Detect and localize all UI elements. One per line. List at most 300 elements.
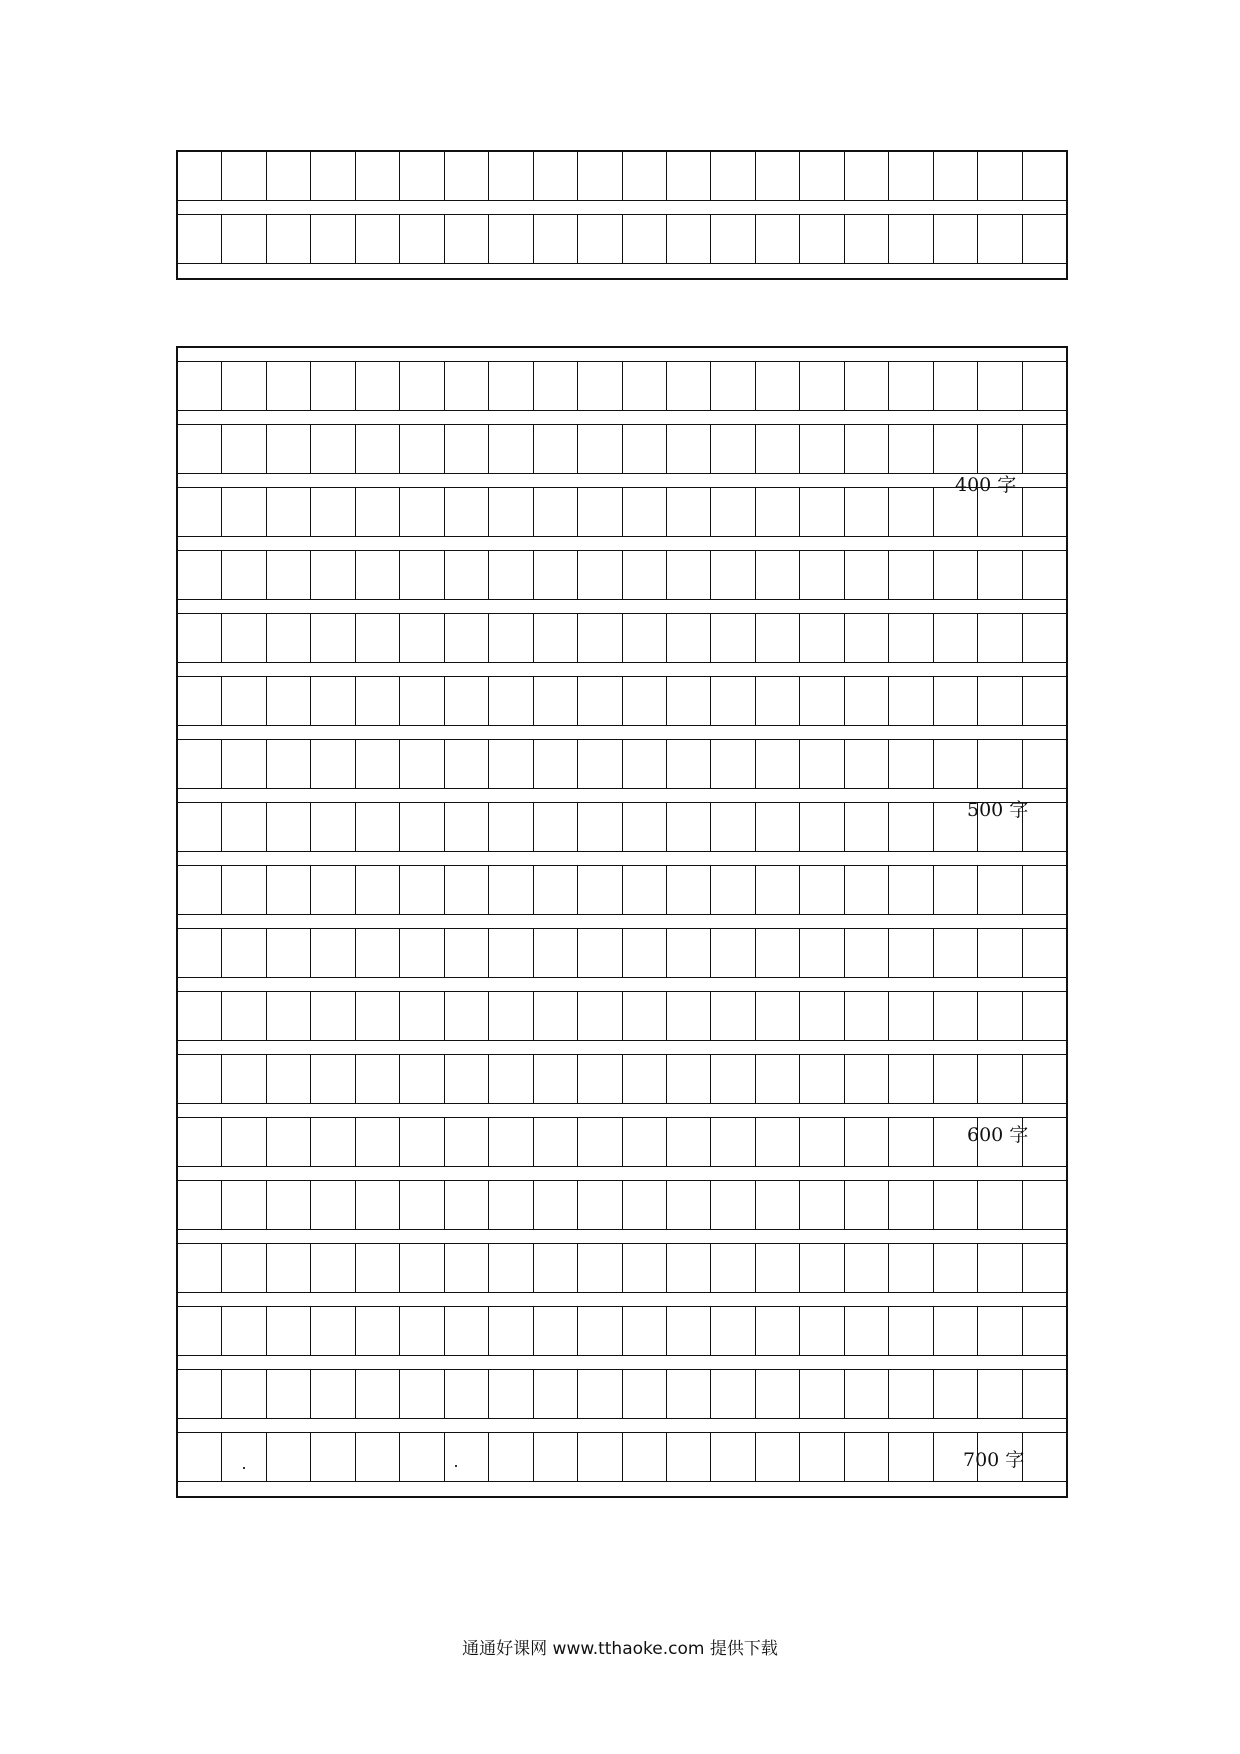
grid-cell[interactable] [934, 1244, 978, 1292]
grid-cell[interactable] [1023, 929, 1066, 977]
grid-cell[interactable] [489, 1370, 533, 1418]
grid-cell[interactable] [400, 803, 444, 851]
grid-cell[interactable] [978, 929, 1022, 977]
grid-cell[interactable] [489, 425, 533, 473]
grid-cell[interactable] [711, 1244, 755, 1292]
grid-cell[interactable] [711, 551, 755, 599]
grid-cell[interactable] [534, 362, 578, 410]
grid-cell[interactable] [711, 215, 755, 263]
grid-cell[interactable] [978, 425, 1022, 473]
grid-cell[interactable] [623, 1055, 667, 1103]
grid-cell[interactable] [222, 1370, 266, 1418]
grid-cell[interactable] [489, 1433, 533, 1481]
grid-cell[interactable] [534, 992, 578, 1040]
grid-cell[interactable] [800, 677, 844, 725]
grid-cell[interactable] [889, 929, 933, 977]
grid-cell[interactable] [889, 992, 933, 1040]
grid-cell[interactable] [445, 488, 489, 536]
grid-cell[interactable] [623, 929, 667, 977]
grid-cell[interactable] [445, 1055, 489, 1103]
grid-cell[interactable] [267, 803, 311, 851]
grid-cell[interactable] [1023, 362, 1066, 410]
grid-cell[interactable] [534, 1181, 578, 1229]
grid-cell[interactable] [1023, 215, 1066, 263]
grid-cell[interactable] [667, 992, 711, 1040]
grid-cell[interactable] [267, 551, 311, 599]
grid-cell[interactable] [845, 803, 889, 851]
grid-cell[interactable] [800, 866, 844, 914]
grid-cell[interactable] [889, 1181, 933, 1229]
grid-cell[interactable] [222, 425, 266, 473]
grid-cell[interactable] [311, 1307, 355, 1355]
grid-cell[interactable] [623, 1307, 667, 1355]
grid-cell[interactable] [311, 1055, 355, 1103]
grid-cell[interactable] [222, 677, 266, 725]
grid-cell[interactable] [845, 215, 889, 263]
grid-cell[interactable] [800, 1307, 844, 1355]
grid-cell[interactable] [1023, 488, 1066, 536]
grid-cell[interactable] [222, 488, 266, 536]
grid-cell[interactable] [934, 215, 978, 263]
grid-cell[interactable] [845, 929, 889, 977]
grid-cell[interactable] [889, 215, 933, 263]
grid-cell[interactable] [934, 740, 978, 788]
grid-cell[interactable] [800, 740, 844, 788]
grid-cell[interactable] [445, 866, 489, 914]
grid-cell[interactable] [178, 677, 222, 725]
grid-cell[interactable] [400, 362, 444, 410]
grid-cell[interactable] [889, 677, 933, 725]
grid-cell[interactable] [711, 866, 755, 914]
grid-cell[interactable] [534, 1370, 578, 1418]
grid-cell[interactable] [400, 740, 444, 788]
grid-cell[interactable] [400, 1055, 444, 1103]
grid-cell[interactable] [889, 614, 933, 662]
grid-cell[interactable] [400, 551, 444, 599]
grid-cell[interactable] [267, 929, 311, 977]
grid-cell[interactable] [800, 362, 844, 410]
grid-cell[interactable] [800, 488, 844, 536]
grid-cell[interactable] [800, 1118, 844, 1166]
grid-cell[interactable] [1023, 1181, 1066, 1229]
grid-cell[interactable] [534, 1118, 578, 1166]
grid-cell[interactable] [356, 152, 400, 200]
grid-cell[interactable] [934, 1181, 978, 1229]
grid-cell[interactable] [356, 677, 400, 725]
grid-cell[interactable] [756, 425, 800, 473]
grid-cell[interactable] [178, 425, 222, 473]
grid-cell[interactable] [578, 215, 622, 263]
grid-cell[interactable] [578, 1433, 622, 1481]
grid-cell[interactable] [356, 1433, 400, 1481]
grid-cell[interactable] [889, 362, 933, 410]
grid-cell[interactable] [978, 614, 1022, 662]
grid-cell[interactable] [267, 1307, 311, 1355]
grid-cell[interactable] [845, 152, 889, 200]
grid-cell[interactable] [534, 740, 578, 788]
grid-cell[interactable] [489, 1118, 533, 1166]
grid-cell[interactable] [534, 1307, 578, 1355]
grid-cell[interactable] [445, 677, 489, 725]
grid-cell[interactable] [711, 1055, 755, 1103]
grid-cell[interactable] [1023, 803, 1066, 851]
grid-cell[interactable] [978, 152, 1022, 200]
grid-cell[interactable] [311, 152, 355, 200]
grid-cell[interactable] [623, 215, 667, 263]
grid-cell[interactable] [800, 1370, 844, 1418]
grid-cell[interactable] [578, 362, 622, 410]
grid-cell[interactable] [356, 929, 400, 977]
grid-cell[interactable] [267, 1244, 311, 1292]
grid-cell[interactable] [311, 1433, 355, 1481]
grid-cell[interactable] [711, 425, 755, 473]
grid-cell[interactable] [623, 1433, 667, 1481]
grid-cell[interactable] [356, 551, 400, 599]
grid-cell[interactable] [356, 614, 400, 662]
grid-cell[interactable] [667, 1244, 711, 1292]
grid-cell[interactable] [578, 992, 622, 1040]
grid-cell[interactable] [934, 1307, 978, 1355]
grid-cell[interactable] [356, 803, 400, 851]
grid-cell[interactable] [356, 488, 400, 536]
grid-cell[interactable] [1023, 677, 1066, 725]
grid-cell[interactable] [534, 488, 578, 536]
grid-cell[interactable] [400, 929, 444, 977]
grid-cell[interactable] [400, 992, 444, 1040]
grid-cell[interactable] [800, 1055, 844, 1103]
grid-cell[interactable] [623, 740, 667, 788]
grid-cell[interactable] [711, 929, 755, 977]
grid-cell[interactable] [889, 803, 933, 851]
grid-cell[interactable] [845, 866, 889, 914]
grid-cell[interactable] [845, 1370, 889, 1418]
grid-cell[interactable] [667, 677, 711, 725]
grid-cell[interactable] [889, 1118, 933, 1166]
grid-cell[interactable] [667, 803, 711, 851]
grid-cell[interactable] [756, 1370, 800, 1418]
grid-cell[interactable] [934, 425, 978, 473]
grid-cell[interactable] [667, 1433, 711, 1481]
grid-cell[interactable] [267, 866, 311, 914]
grid-cell[interactable] [534, 551, 578, 599]
grid-cell[interactable] [222, 929, 266, 977]
grid-cell[interactable] [800, 551, 844, 599]
grid-cell[interactable] [489, 1055, 533, 1103]
grid-cell[interactable] [578, 1118, 622, 1166]
grid-cell[interactable] [889, 1244, 933, 1292]
grid-cell[interactable] [356, 866, 400, 914]
grid-cell[interactable] [178, 488, 222, 536]
grid-cell[interactable] [311, 425, 355, 473]
grid-cell[interactable] [356, 740, 400, 788]
grid-cell[interactable] [400, 488, 444, 536]
grid-cell[interactable] [445, 152, 489, 200]
grid-cell[interactable] [756, 803, 800, 851]
grid-cell[interactable] [1023, 1433, 1066, 1481]
grid-cell[interactable] [311, 362, 355, 410]
grid-cell[interactable] [934, 551, 978, 599]
grid-cell[interactable] [845, 1307, 889, 1355]
grid-cell[interactable] [445, 551, 489, 599]
grid-cell[interactable] [711, 992, 755, 1040]
grid-cell[interactable] [756, 362, 800, 410]
grid-cell[interactable] [889, 1433, 933, 1481]
grid-cell[interactable] [711, 1370, 755, 1418]
grid-cell[interactable] [756, 152, 800, 200]
grid-cell[interactable] [756, 866, 800, 914]
grid-cell[interactable] [267, 614, 311, 662]
grid-cell[interactable] [800, 803, 844, 851]
grid-cell[interactable] [445, 1118, 489, 1166]
grid-cell[interactable] [222, 1055, 266, 1103]
grid-cell[interactable] [311, 1181, 355, 1229]
grid-cell[interactable] [889, 1307, 933, 1355]
grid-cell[interactable] [756, 740, 800, 788]
grid-cell[interactable] [445, 740, 489, 788]
grid-cell[interactable] [400, 1181, 444, 1229]
grid-cell[interactable] [978, 1181, 1022, 1229]
grid-cell[interactable] [400, 1370, 444, 1418]
grid-cell[interactable] [356, 215, 400, 263]
grid-cell[interactable] [445, 1307, 489, 1355]
grid-cell[interactable] [534, 929, 578, 977]
grid-cell[interactable] [1023, 866, 1066, 914]
grid-cell[interactable] [400, 1433, 444, 1481]
grid-cell[interactable] [356, 1181, 400, 1229]
grid-cell[interactable] [222, 362, 266, 410]
grid-cell[interactable] [934, 677, 978, 725]
grid-cell[interactable] [667, 215, 711, 263]
grid-cell[interactable] [934, 614, 978, 662]
grid-cell[interactable] [311, 803, 355, 851]
grid-cell[interactable] [1023, 1118, 1066, 1166]
grid-cell[interactable] [756, 1055, 800, 1103]
grid-cell[interactable] [711, 677, 755, 725]
grid-cell[interactable] [222, 551, 266, 599]
grid-cell[interactable] [489, 362, 533, 410]
grid-cell[interactable] [311, 740, 355, 788]
grid-cell[interactable] [178, 1118, 222, 1166]
grid-cell[interactable] [756, 677, 800, 725]
grid-cell[interactable] [1023, 740, 1066, 788]
grid-cell[interactable] [800, 1244, 844, 1292]
grid-cell[interactable] [178, 614, 222, 662]
grid-cell[interactable] [311, 551, 355, 599]
grid-cell[interactable] [267, 1118, 311, 1166]
grid-cell[interactable] [222, 1118, 266, 1166]
grid-cell[interactable] [489, 677, 533, 725]
grid-cell[interactable] [534, 215, 578, 263]
grid-cell[interactable] [222, 992, 266, 1040]
grid-cell[interactable] [489, 1181, 533, 1229]
grid-cell[interactable] [489, 929, 533, 977]
grid-cell[interactable] [667, 866, 711, 914]
grid-cell[interactable] [711, 1118, 755, 1166]
grid-cell[interactable] [267, 425, 311, 473]
grid-cell[interactable] [1023, 1055, 1066, 1103]
grid-cell[interactable] [178, 215, 222, 263]
grid-cell[interactable] [356, 1370, 400, 1418]
grid-cell[interactable] [578, 1307, 622, 1355]
grid-cell[interactable] [756, 1181, 800, 1229]
grid-cell[interactable] [978, 866, 1022, 914]
grid-cell[interactable] [178, 1055, 222, 1103]
grid-cell[interactable] [222, 1307, 266, 1355]
grid-cell[interactable] [534, 1244, 578, 1292]
grid-cell[interactable] [978, 1055, 1022, 1103]
grid-cell[interactable] [889, 740, 933, 788]
grid-cell[interactable] [889, 1055, 933, 1103]
grid-cell[interactable] [1023, 992, 1066, 1040]
grid-cell[interactable] [978, 992, 1022, 1040]
grid-cell[interactable] [534, 803, 578, 851]
grid-cell[interactable] [623, 551, 667, 599]
grid-cell[interactable] [845, 1181, 889, 1229]
grid-cell[interactable] [400, 425, 444, 473]
grid-cell[interactable] [311, 215, 355, 263]
grid-cell[interactable] [356, 1244, 400, 1292]
grid-cell[interactable] [578, 740, 622, 788]
grid-cell[interactable] [623, 677, 667, 725]
grid-cell[interactable] [934, 992, 978, 1040]
grid-cell[interactable] [845, 992, 889, 1040]
grid-cell[interactable] [667, 488, 711, 536]
grid-cell[interactable] [623, 425, 667, 473]
grid-cell[interactable] [800, 215, 844, 263]
grid-cell[interactable] [489, 866, 533, 914]
grid-cell[interactable] [311, 866, 355, 914]
grid-cell[interactable] [800, 1433, 844, 1481]
grid-cell[interactable] [400, 152, 444, 200]
grid-cell[interactable] [1023, 551, 1066, 599]
grid-cell[interactable] [756, 929, 800, 977]
grid-cell[interactable] [845, 1244, 889, 1292]
grid-cell[interactable] [756, 614, 800, 662]
grid-cell[interactable] [578, 1181, 622, 1229]
grid-cell[interactable] [534, 866, 578, 914]
grid-cell[interactable] [800, 929, 844, 977]
grid-cell[interactable] [623, 488, 667, 536]
grid-cell[interactable] [889, 152, 933, 200]
grid-cell[interactable] [889, 425, 933, 473]
grid-cell[interactable] [756, 1307, 800, 1355]
grid-cell[interactable] [934, 929, 978, 977]
grid-cell[interactable] [711, 1433, 755, 1481]
grid-cell[interactable] [667, 425, 711, 473]
grid-cell[interactable] [1023, 614, 1066, 662]
grid-cell[interactable] [889, 488, 933, 536]
grid-cell[interactable] [356, 1307, 400, 1355]
grid-cell[interactable] [400, 866, 444, 914]
grid-cell[interactable] [667, 1118, 711, 1166]
grid-cell[interactable] [222, 1181, 266, 1229]
grid-cell[interactable] [222, 866, 266, 914]
grid-cell[interactable] [889, 551, 933, 599]
grid-cell[interactable] [578, 803, 622, 851]
grid-cell[interactable] [756, 1244, 800, 1292]
grid-cell[interactable] [623, 866, 667, 914]
grid-cell[interactable] [800, 614, 844, 662]
grid-cell[interactable] [978, 1307, 1022, 1355]
grid-cell[interactable] [667, 362, 711, 410]
grid-cell[interactable] [711, 152, 755, 200]
grid-cell[interactable] [311, 488, 355, 536]
grid-cell[interactable] [534, 1055, 578, 1103]
grid-cell[interactable] [623, 614, 667, 662]
grid-cell[interactable] [667, 929, 711, 977]
grid-cell[interactable] [845, 551, 889, 599]
grid-cell[interactable] [489, 992, 533, 1040]
grid-cell[interactable] [445, 362, 489, 410]
grid-cell[interactable] [667, 551, 711, 599]
grid-cell[interactable] [667, 1307, 711, 1355]
grid-cell[interactable] [311, 614, 355, 662]
grid-cell[interactable] [711, 488, 755, 536]
grid-cell[interactable] [978, 215, 1022, 263]
grid-cell[interactable] [623, 803, 667, 851]
grid-cell[interactable] [267, 992, 311, 1040]
grid-cell[interactable] [623, 362, 667, 410]
grid-cell[interactable] [534, 677, 578, 725]
grid-cell[interactable] [978, 677, 1022, 725]
grid-cell[interactable] [178, 1307, 222, 1355]
grid-cell[interactable] [623, 1181, 667, 1229]
grid-cell[interactable] [356, 425, 400, 473]
grid-cell[interactable] [756, 488, 800, 536]
grid-cell[interactable] [800, 992, 844, 1040]
grid-cell[interactable] [445, 1370, 489, 1418]
grid-cell[interactable] [711, 740, 755, 788]
grid-cell[interactable] [267, 1055, 311, 1103]
grid-cell[interactable] [311, 1244, 355, 1292]
grid-cell[interactable] [267, 362, 311, 410]
grid-cell[interactable] [489, 1244, 533, 1292]
grid-cell[interactable] [756, 1118, 800, 1166]
grid-cell[interactable] [534, 1433, 578, 1481]
grid-cell[interactable] [934, 362, 978, 410]
grid-cell[interactable] [445, 1433, 489, 1481]
grid-cell[interactable] [445, 1181, 489, 1229]
grid-cell[interactable] [178, 1370, 222, 1418]
grid-cell[interactable] [845, 614, 889, 662]
grid-cell[interactable] [489, 488, 533, 536]
grid-cell[interactable] [667, 1055, 711, 1103]
grid-cell[interactable] [756, 551, 800, 599]
grid-cell[interactable] [578, 866, 622, 914]
grid-cell[interactable] [222, 803, 266, 851]
grid-cell[interactable] [978, 551, 1022, 599]
grid-cell[interactable] [445, 614, 489, 662]
grid-cell[interactable] [178, 803, 222, 851]
grid-cell[interactable] [667, 152, 711, 200]
grid-cell[interactable] [845, 1055, 889, 1103]
grid-cell[interactable] [623, 1370, 667, 1418]
grid-cell[interactable] [1023, 1307, 1066, 1355]
grid-cell[interactable] [356, 992, 400, 1040]
grid-cell[interactable] [178, 1181, 222, 1229]
grid-cell[interactable] [489, 614, 533, 662]
grid-cell[interactable] [711, 362, 755, 410]
grid-cell[interactable] [578, 614, 622, 662]
grid-cell[interactable] [267, 740, 311, 788]
grid-cell[interactable] [267, 152, 311, 200]
grid-cell[interactable] [178, 929, 222, 977]
grid-cell[interactable] [534, 152, 578, 200]
grid-cell[interactable] [400, 677, 444, 725]
grid-cell[interactable] [178, 740, 222, 788]
grid-cell[interactable] [667, 1181, 711, 1229]
grid-cell[interactable] [934, 152, 978, 200]
